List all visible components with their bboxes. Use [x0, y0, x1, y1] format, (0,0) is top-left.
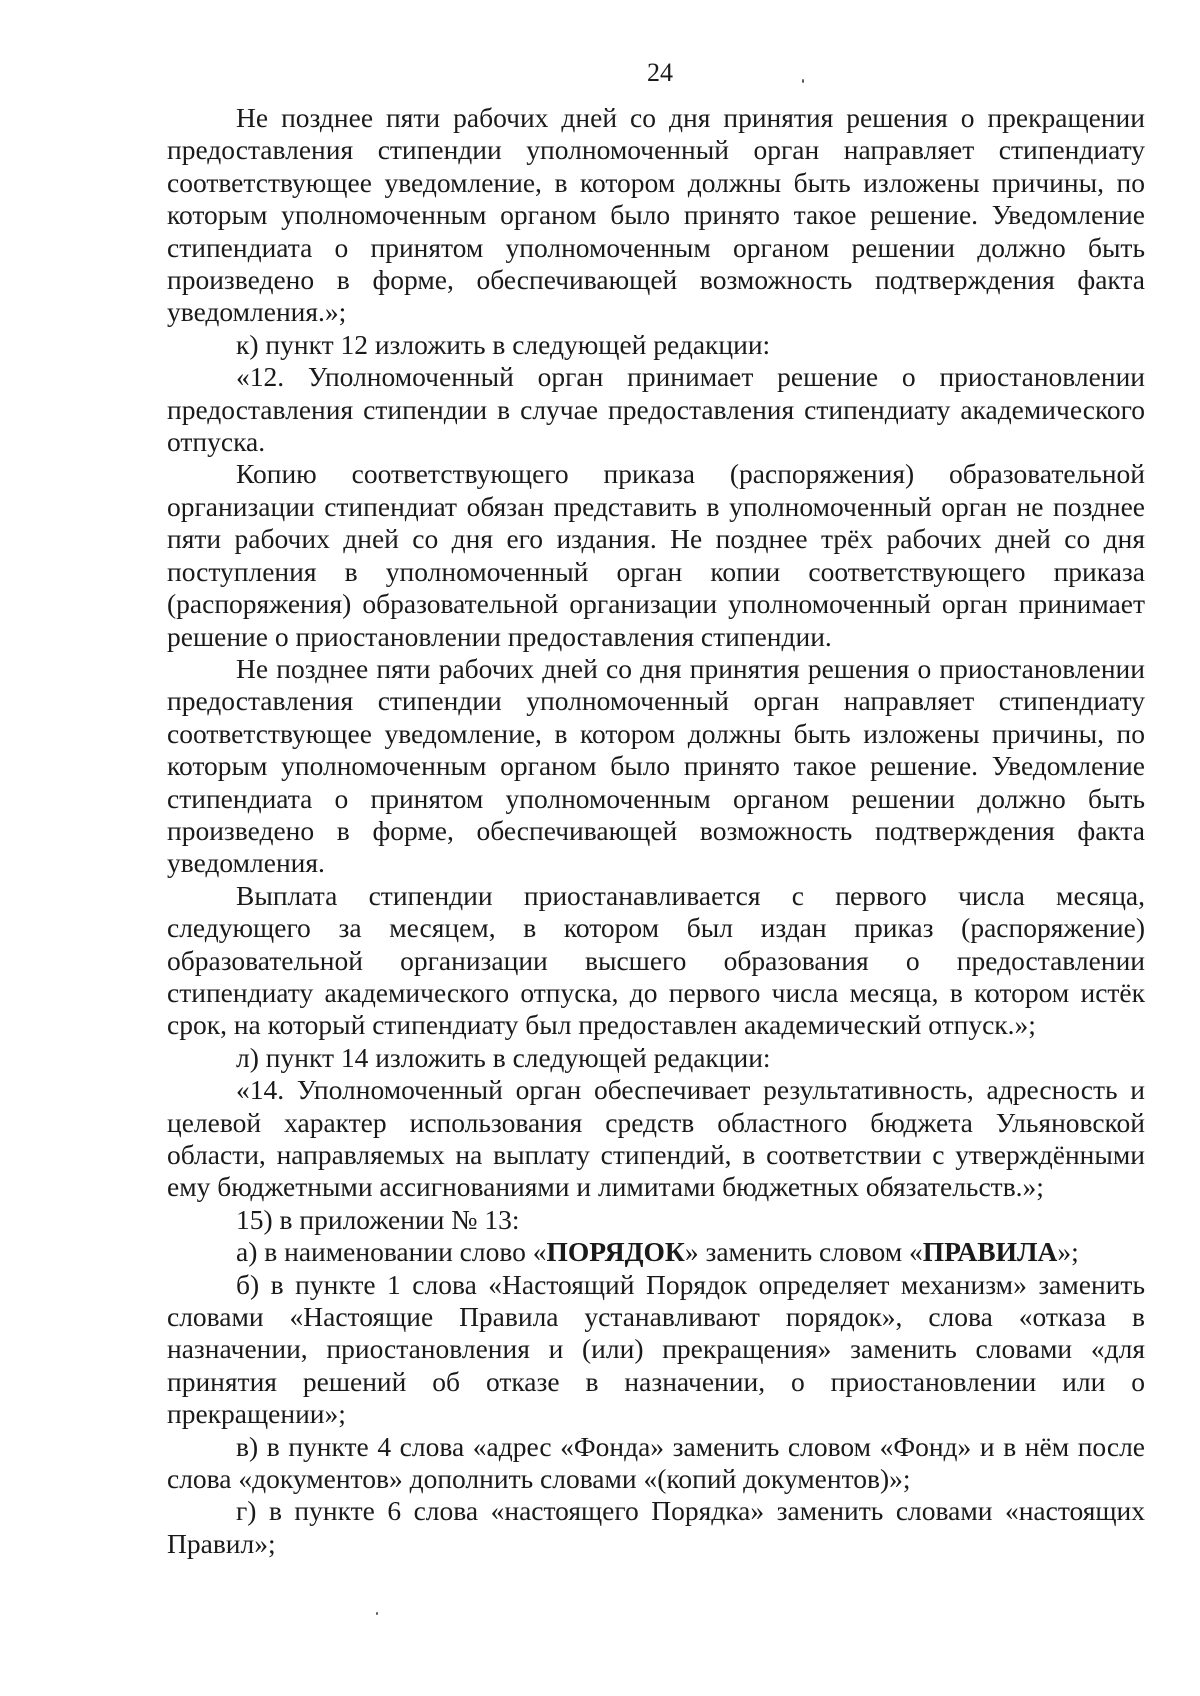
paragraph-item-b: б) в пункте 1 слова «Настоящий Порядок определяет механизм» заменить словами «Настоящие Правила устанавливают порядок», слова «отказа в назначении, приостановления и (или) прекращения» заменить словами «для принятия решений об отказе в назначении, о приостановлении или о прекращении»;: [167, 1268, 1145, 1430]
paragraph-item-v: в) в пункте 4 слова «адрес «Фонда» заменить словом «Фонд» и в нём после слова «документов» дополнить словами «(копий документов)»;: [167, 1430, 1145, 1495]
item-a-bold-new-word: ПРАВИЛА: [922, 1236, 1058, 1268]
scan-speck: [802, 79, 804, 83]
document-body: [167, 102, 1145, 1560]
paragraph-clause-12: «12. Уполномоченный орган принимает решение о приостановлении предоставления стипендии в случае предоставления стипендиату академического отпуска.: [167, 361, 1145, 458]
paragraph-item-a: [167, 1236, 1145, 1268]
item-a-bold-old-word: ПОРЯДОК: [546, 1236, 685, 1268]
paragraph-item-k: к) пункт 12 изложить в следующей редакции:: [236, 328, 771, 360]
scan-speck: [376, 1612, 378, 1615]
paragraph-order-copy: Копию соответствующего приказа (распоряжения) образовательной организации стипендиат обязан представить в уполномоченный орган не позднее пяти рабочих дней со дня его издания. Не позднее трёх рабочих дней со дня поступления в уполномоченный орган копии соответствующего приказа (распоряжения) образовательной организации уполномоченный орган принимает решение о приостановлении предоставления стипендии.: [167, 458, 1145, 652]
item-a-text-start: а) в наименовании слово «: [236, 1236, 547, 1268]
item-a-text-end: »;: [1057, 1236, 1079, 1268]
paragraph-item-g: г) в пункте 6 слова «настоящего Порядка» заменить словами «настоящих Правил»;: [167, 1495, 1145, 1559]
paragraph-item-l: л) пункт 14 изложить в следующей редакции:: [236, 1041, 771, 1073]
paragraph-clause-14: «14. Уполномоченный орган обеспечивает результативность, адресность и целевой характер использования средств областного бюджета Ульяновской области, направляемых на выплату стипендий, в соответствии с утверждёнными ему бюджетными ассигнованиями и лимитами бюджетных обязательств.»;: [167, 1074, 1145, 1203]
item-a-text-middle: » заменить словом «: [684, 1236, 923, 1268]
page-number: 24: [647, 58, 673, 87]
paragraph-suspension-notice: Не позднее пяти рабочих дней со дня принятия решения о приостановлении предоставления стипендии уполномоченный орган направляет стипендиату соответствующее уведомление, в котором должны быть изложены причины, по которым уполномоченным органом было принято такое решение. Уведомление стипендиата о принятом уполномоченным органом решении должно быть произведено в форме, обеспечивающей возможность подтверждения факта уведомления.: [167, 652, 1145, 879]
paragraph-item-15: 15) в приложении № 13:: [236, 1203, 520, 1235]
paragraph-payment-suspension: Выплата стипендии приостанавливается с первого числа месяца, следующего за месяцем, в котором был издан приказ (распоряжение) образовательной организации высшего образования о предоставлении стипендиату академического отпуска, до первого числа месяца, в котором истёк срок, на который стипендиату был предоставлен академический отпуск.»;: [167, 879, 1145, 1041]
paragraph-termination-notice: Не позднее пяти рабочих дней со дня принятия решения о прекращении предоставления стипендии уполномоченный орган направляет стипендиату соответствующее уведомление, в котором должны быть изложены причины, по которым уполномоченным органом было принято такое решение. Уведомление стипендиата о принятом уполномоченным органом решении должно быть произведено в форме, обеспечивающей возможность подтверждения факта уведомления.»;: [167, 102, 1145, 328]
